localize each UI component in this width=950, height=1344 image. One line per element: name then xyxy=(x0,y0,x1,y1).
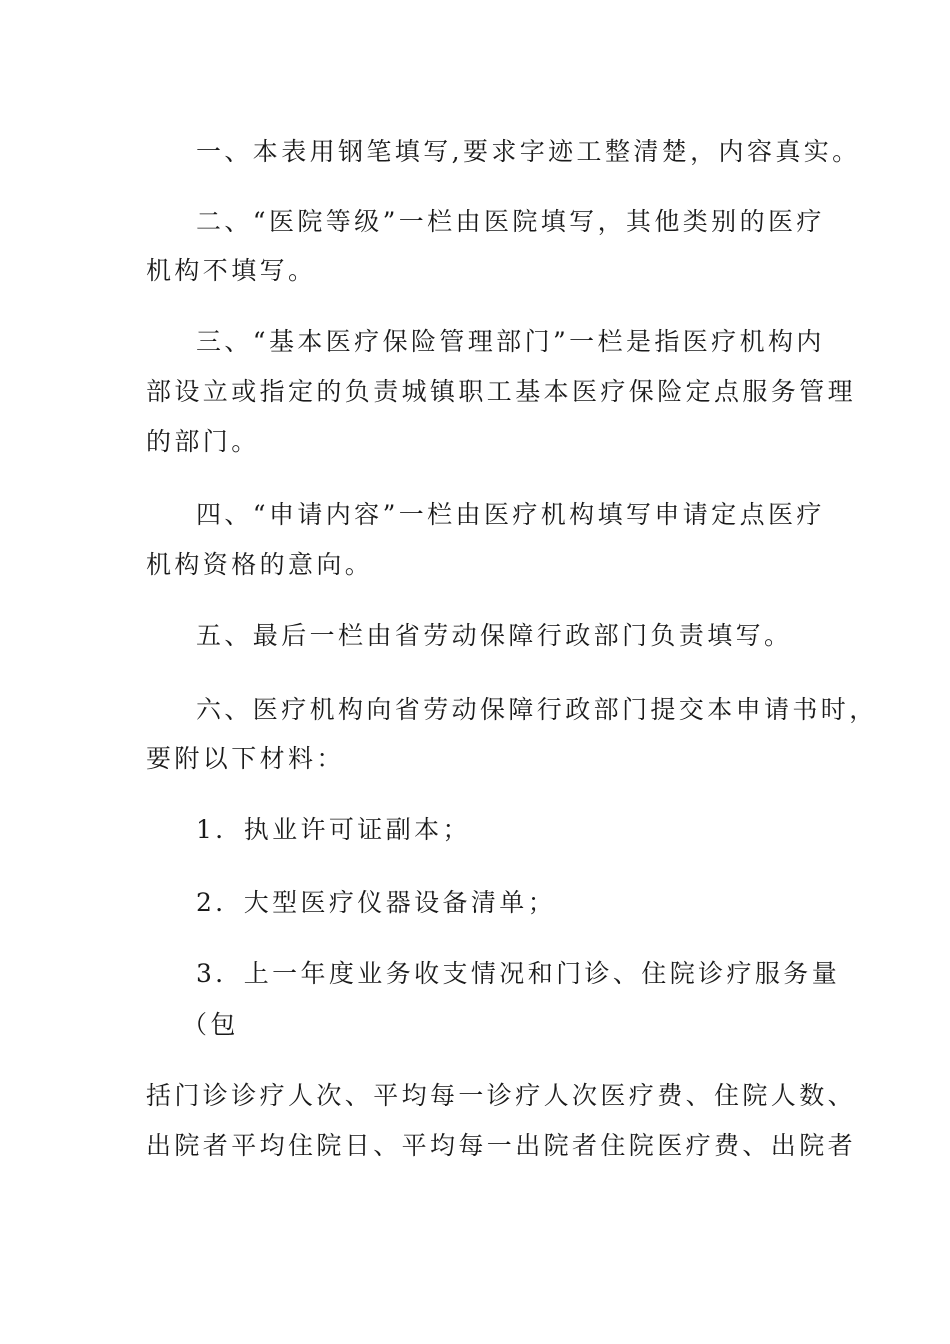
paragraph-3-line-3: 的部门。 xyxy=(146,427,260,456)
paragraph-4-line-1: 四、“申请内容”一栏由医疗机构填写申请定点医疗 xyxy=(196,500,825,529)
paragraph-6-line-2: 要附以下材料： xyxy=(146,744,345,773)
paragraph-2-line-1: 二、“医院等级”一栏由医院填写，其他类别的医疗 xyxy=(196,207,825,236)
continuation-line-2: 出院者平均住院日、平均每一出院者住院医疗费、出院者 xyxy=(146,1131,857,1160)
paragraph-5-line-1: 五、最后一栏由省劳动保障行政部门负责填写。 xyxy=(196,621,793,650)
paragraph-3-line-2: 部设立或指定的负责城镇职工基本医疗保险定点服务管理 xyxy=(146,377,857,406)
paragraph-1-line-1: 一、本表用钢笔填写,要求字迹工整清楚，内容真实。 xyxy=(196,137,861,166)
continuation-line-1: 括门诊诊疗人次、平均每一诊疗人次医疗费、住院人数、 xyxy=(146,1081,857,1110)
attachment-item-3-line-1: 3．上一年度业务收支情况和门诊、住院诊疗服务量 xyxy=(196,959,841,988)
attachment-item-1: 1．执业许可证副本； xyxy=(196,815,471,844)
attachment-item-3-line-2: （包 xyxy=(182,1010,239,1039)
paragraph-6-line-1: 六、医疗机构向省劳动保障行政部门提交本申请书时， xyxy=(196,695,878,724)
paragraph-2-line-2: 机构不填写。 xyxy=(146,256,317,285)
paragraph-4-line-2: 机构资格的意向。 xyxy=(146,550,374,579)
paragraph-3-line-1: 三、“基本医疗保险管理部门”一栏是指医疗机构内 xyxy=(196,327,825,356)
attachment-item-2: 2．大型医疗仪器设备清单； xyxy=(196,888,557,917)
